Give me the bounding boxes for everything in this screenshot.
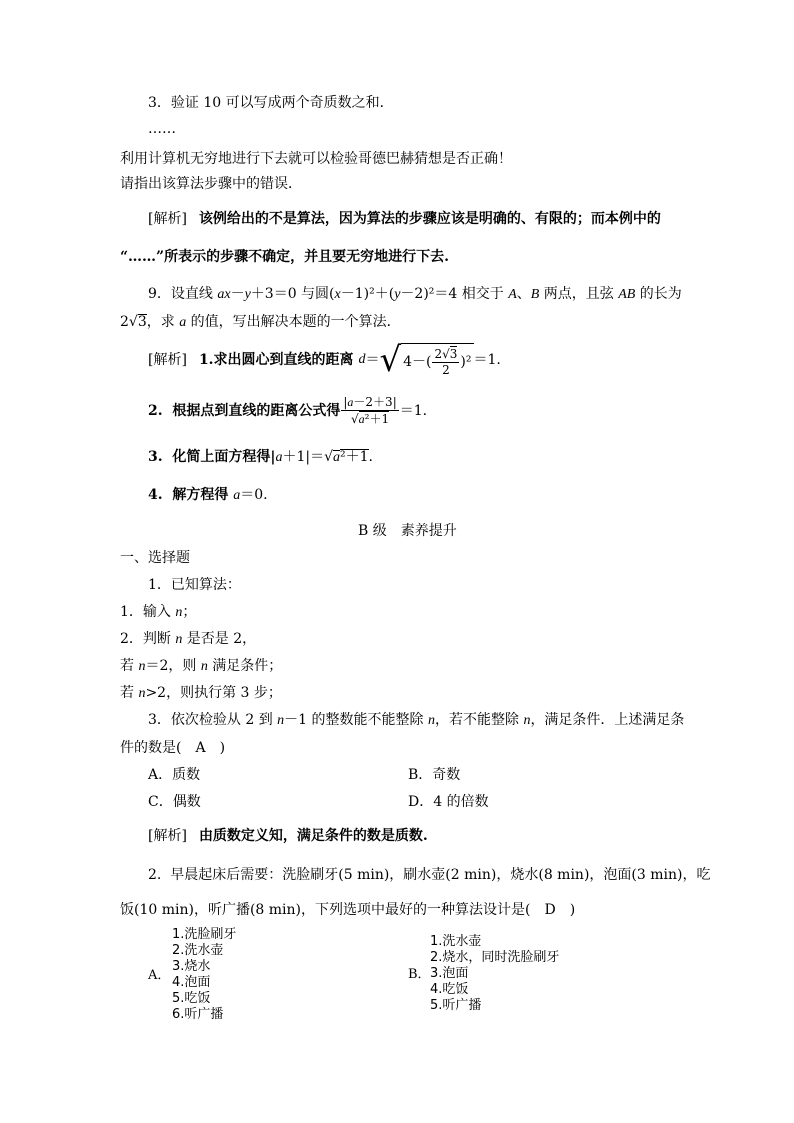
p8-ellipsis: …… xyxy=(148,121,176,137)
text-segment: ＝0. xyxy=(240,487,268,503)
q1-step-1 xyxy=(120,604,196,621)
q1-stem-end: 件的数是( A ) xyxy=(120,740,226,756)
text-segment: 2 xyxy=(120,314,129,330)
text-segment: 1．输入 xyxy=(120,604,176,620)
q2-option-a-label: A． xyxy=(148,968,171,983)
text-segment: 3．依次检验从 2 到 xyxy=(148,712,278,728)
p9-analysis-step-2 xyxy=(148,393,427,429)
fraction-denominator xyxy=(440,363,452,378)
list-item: 4.吃饭 xyxy=(430,982,469,997)
q1-option-a: A．质数 xyxy=(148,767,201,783)
fraction-denominator xyxy=(349,411,391,427)
math-var: n xyxy=(427,713,435,728)
text-segment: ＝1. xyxy=(399,403,428,419)
analysis-text: 由质数定义知，满足条件的数是质数. xyxy=(198,828,428,844)
list-item: 5.吃饭 xyxy=(172,991,211,1006)
math-var: x xyxy=(334,287,341,302)
text-segment: ＋1|＝ xyxy=(282,449,325,465)
math-var: n xyxy=(277,713,285,728)
p8-question: 请指出该算法步骤中的错误． xyxy=(120,176,302,192)
step-text: 4. 解方程得 xyxy=(148,487,234,503)
text-segment: 2 xyxy=(442,363,450,377)
text-segment: －1)²＋( xyxy=(340,286,395,302)
analysis-text: 该例给出的不是算法，因为算法的步骤应该是明确的、有限的；而本例中的 xyxy=(198,211,661,227)
equals-sign: ＝ xyxy=(365,352,380,368)
q1-option-b: B．奇数 xyxy=(408,767,461,783)
text-segment: 两点，且弦 xyxy=(539,286,619,302)
p8-step-3: 3．验证 10 可以写成两个奇质数之和． xyxy=(148,95,394,111)
list-item: 2.烧水，同时洗脸刷牙 xyxy=(430,950,560,965)
analysis-label: [解析] xyxy=(148,211,187,227)
sqrt-sign: √ xyxy=(379,340,402,380)
section-title: B 级 素养提升 xyxy=(358,523,457,539)
text-segment: 满足条件； xyxy=(207,658,283,674)
q1-step-3 xyxy=(148,712,684,729)
math-var: AB xyxy=(618,287,636,302)
text-segment: －2)²＝4 相交于 xyxy=(400,286,509,302)
section-subtitle: 一、选择题 xyxy=(120,550,190,566)
q2-stem-line-1: 2. 早晨起床后需要：洗脸刷牙(5 min)，刷水壶(2 min)，烧水(8 min)，泡面(3 min)，吃 xyxy=(148,867,711,883)
text-segment: | xyxy=(343,395,348,409)
sqrt-sign: √ xyxy=(128,314,138,330)
text-segment: )² xyxy=(460,354,472,370)
text-segment: －2＋3| xyxy=(353,395,397,409)
text-segment: ＝1. xyxy=(473,352,501,368)
p9-analysis-step-3 xyxy=(148,449,373,466)
math-var: ax xyxy=(217,287,231,302)
q2-option-b-steps xyxy=(430,934,559,1014)
q2-option-a-steps xyxy=(172,927,236,1023)
p9-analysis-step-1 xyxy=(148,339,501,381)
text-segment: 2 xyxy=(434,347,443,361)
text-segment: 的长为 xyxy=(635,286,682,302)
math-var: a xyxy=(347,395,354,409)
text-segment: ＝2，则 xyxy=(145,658,201,674)
step-text: 2. 根据点到直线的距离公式得 xyxy=(148,403,341,419)
math-var: a xyxy=(275,450,283,465)
sqrt-expression xyxy=(379,340,473,380)
q1-step-2 xyxy=(120,631,256,648)
math-var: a xyxy=(179,315,187,330)
text-segment: ，求 xyxy=(146,314,180,330)
sqrt-radicand: 3 xyxy=(137,314,147,330)
math-var: y xyxy=(394,287,401,302)
step-text: 3. 化简上面方程得| xyxy=(148,449,276,465)
math-var: n xyxy=(175,605,183,620)
list-item: 3.烧水 xyxy=(172,959,211,974)
analysis-label: [解析] xyxy=(148,828,187,844)
sqrt-sign: √ xyxy=(351,412,359,426)
math-var: n xyxy=(138,659,146,674)
p8-goldbach-statement: 利用计算机无穷地进行下去就可以检验哥德巴赫猜想是否正确！ xyxy=(120,151,512,167)
fraction-numerator xyxy=(341,395,398,411)
list-item: 1.洗水壶 xyxy=(430,934,482,949)
math-var: a xyxy=(333,450,341,465)
sqrt-radicand: 3 xyxy=(449,347,458,361)
text-segment: 是否是 2， xyxy=(182,631,257,647)
math-var: n xyxy=(200,659,208,674)
text-segment: － xyxy=(230,286,245,302)
q1-option-d: D．4 的倍数 xyxy=(408,794,489,810)
text-segment: 2．判断 xyxy=(120,631,176,647)
text-segment: 若 xyxy=(120,658,139,674)
fraction-numerator xyxy=(432,346,459,363)
text-segment: 4－( xyxy=(403,354,432,370)
list-item: 4.泡面 xyxy=(172,975,211,990)
p9-analysis-step-4 xyxy=(148,487,268,504)
text-segment: ＋3＝0 与圆( xyxy=(250,286,335,302)
p9-stem-line-2 xyxy=(120,314,401,331)
sqrt-radicand: ²＋1 xyxy=(340,449,369,465)
q1-intro: 1．已知算法： xyxy=(148,577,241,593)
sqrt-radicand xyxy=(401,343,473,380)
text-segment: ，若不能整除 xyxy=(434,712,524,728)
math-var: a xyxy=(233,488,241,503)
p8-analysis-line-2: “……”所表示的步骤不确定，并且要无穷地进行下去. xyxy=(120,249,449,265)
text-segment: －1 的整数能不能整除 xyxy=(284,712,428,728)
text-segment: ； xyxy=(182,604,197,620)
p9-stem-line-1 xyxy=(148,286,682,303)
math-var: n xyxy=(138,686,146,701)
text-segment: 若 xyxy=(120,685,139,701)
step-text: 1.求出圆心到直线的距离 xyxy=(198,352,359,368)
q2-stem-line-2: 饭(10 min)，听广播(8 min)，下列选项中最好的一种算法设计是( D ) xyxy=(120,902,576,918)
math-var: y xyxy=(244,287,251,302)
sqrt-sign: √ xyxy=(442,347,450,361)
q1-analysis xyxy=(148,828,428,844)
list-item: 6.听广播 xyxy=(172,1007,224,1022)
text-segment: . xyxy=(368,449,373,465)
fraction xyxy=(432,346,459,378)
text-segment: 的值，写出解决本题的一个算法． xyxy=(186,314,401,330)
math-var: B xyxy=(530,287,540,302)
fraction xyxy=(341,395,398,427)
math-var: n xyxy=(175,632,183,647)
math-var: a xyxy=(358,412,365,426)
text-segment: ，满足条件．上述满足条 xyxy=(530,712,685,728)
math-var: A xyxy=(508,287,517,302)
list-item: 3.泡面 xyxy=(430,966,469,981)
list-item: 2.洗水壶 xyxy=(172,943,224,958)
sqrt-radicand: ²＋1 xyxy=(364,412,390,426)
q1-condition-2 xyxy=(120,685,282,702)
analysis-label: [解析] xyxy=(148,352,187,368)
math-var: n xyxy=(523,713,531,728)
text-segment: 9．设直线 xyxy=(148,286,218,302)
p8-analysis-line-1 xyxy=(148,211,661,227)
list-item: 5.听广播 xyxy=(430,998,482,1013)
q1-condition-1 xyxy=(120,658,282,675)
text-segment: 、 xyxy=(516,286,531,302)
q2-option-b-label: B． xyxy=(408,967,431,982)
math-var: d xyxy=(358,352,366,367)
q1-option-c: C．偶数 xyxy=(148,794,201,810)
text-segment: >2，则执行第 3 步； xyxy=(145,685,282,701)
list-item: 1.洗脸刷牙 xyxy=(172,927,237,942)
sqrt-sign: √ xyxy=(324,449,334,465)
